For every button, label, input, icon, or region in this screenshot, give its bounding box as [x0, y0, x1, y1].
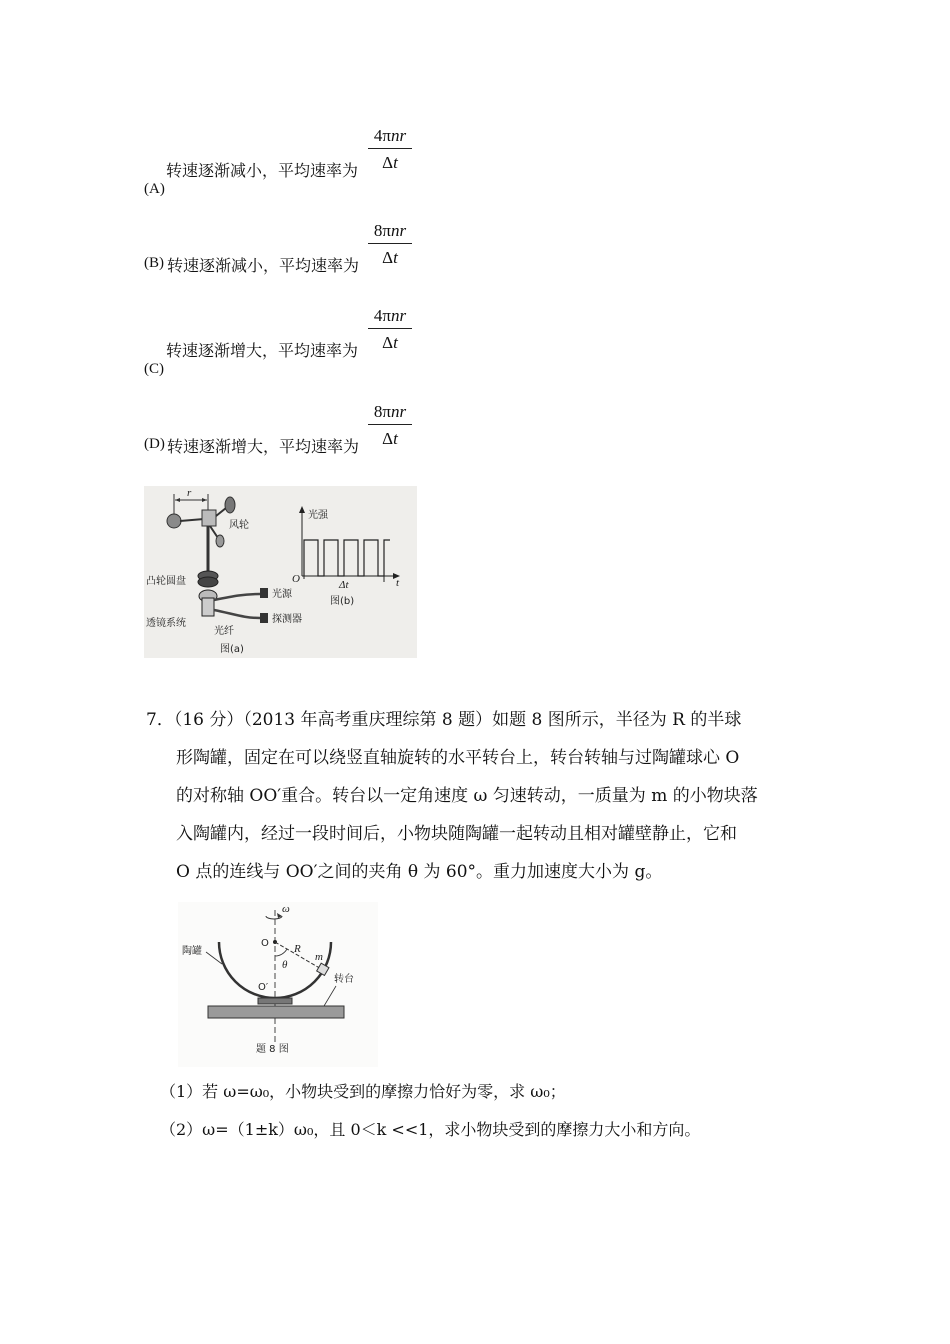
o-prime-label: O′: [258, 982, 269, 993]
option-d-text: 转速逐渐增大，平均速率为: [167, 437, 360, 456]
option-d-fraction: 8πnr Δt: [368, 402, 412, 449]
anemometer-diagram-svg: [144, 486, 417, 658]
question7-line-2: 形陶罐，固定在可以绕竖直轴旋转的水平转台上，转台转轴与过陶罐球心 O: [176, 748, 740, 768]
option-a-fraction: 4πnr Δt: [368, 126, 412, 173]
figure-8-caption: 题 8 图: [256, 1044, 289, 1055]
radius-label: R: [294, 943, 301, 955]
figure-b-caption: 图(b): [330, 596, 355, 607]
option-a-text: 转速逐渐减小，平均速率为: [166, 161, 359, 180]
hub: [202, 510, 216, 526]
light-intensity-label: 光强: [308, 510, 328, 521]
omega-label: ω: [282, 903, 290, 915]
detector-label: 探测器: [272, 614, 302, 625]
wind-wheel-label: 风轮: [229, 520, 249, 531]
question7-line-3: 的对称轴 OO′重合。转台以一定角速度 ω 匀速转动，一质量为 m 的小物块落: [176, 786, 758, 806]
option-b-label: (B): [144, 255, 164, 271]
anemometer-figure: [144, 486, 417, 658]
dt-label: Δt: [339, 579, 349, 591]
r-label: r: [187, 487, 192, 499]
option-a-label: (A): [144, 181, 165, 197]
pulse-waveform: [304, 540, 390, 576]
turntable: [208, 1006, 344, 1018]
origin-label: O: [292, 573, 300, 585]
cup-left: [167, 514, 181, 528]
question7-line-5: O 点的连线与 OO′之间的夹角 θ 为 60°。重力加速度大小为 g。: [176, 862, 663, 882]
question7-line-1: 7．（16 分）（2013 年高考重庆理综第 8 题）如题 8 图所示，半径为 R 的半球: [146, 710, 742, 730]
option-b-text: 转速逐渐减小，平均速率为: [167, 256, 360, 275]
mass-label: m: [315, 951, 323, 963]
subquestion-2: （2）ω=（1±k）ω₀，且 0＜k <<1，求小物块受到的摩擦力大小和方向。: [160, 1120, 701, 1139]
turntable-label: 转台: [334, 974, 354, 985]
pot-turntable-svg: [178, 902, 378, 1067]
option-b-fraction: 8πnr Δt: [368, 221, 412, 268]
pot-turntable-figure: [178, 902, 378, 1067]
option-c-fraction: 4πnr Δt: [368, 306, 412, 353]
fiber-label: 光纤: [214, 626, 234, 637]
pot-label: 陶罐: [182, 946, 202, 957]
theta-label: θ: [282, 959, 288, 971]
figure-a-caption: 图(a): [220, 644, 244, 655]
center-o-label: O: [261, 938, 269, 949]
option-c-text: 转速逐渐增大，平均速率为: [166, 341, 359, 360]
subquestion-1: （1）若 ω=ω₀，小物块受到的摩擦力恰好为零，求 ω₀；: [160, 1082, 566, 1101]
option-c-label: (C): [144, 361, 164, 377]
light-source-label: 光源: [272, 589, 292, 600]
cam-disc-label: 凸轮圆盘: [146, 576, 186, 587]
t-axis-label: t: [396, 577, 400, 589]
cup-right: [225, 497, 235, 513]
option-d-label: (D): [144, 436, 165, 452]
question7-line-4: 入陶罐内，经过一段时间后，小物块随陶罐一起转动且相对罐壁静止，它和: [176, 824, 737, 844]
lens-system-label: 透镜系统: [146, 618, 186, 629]
